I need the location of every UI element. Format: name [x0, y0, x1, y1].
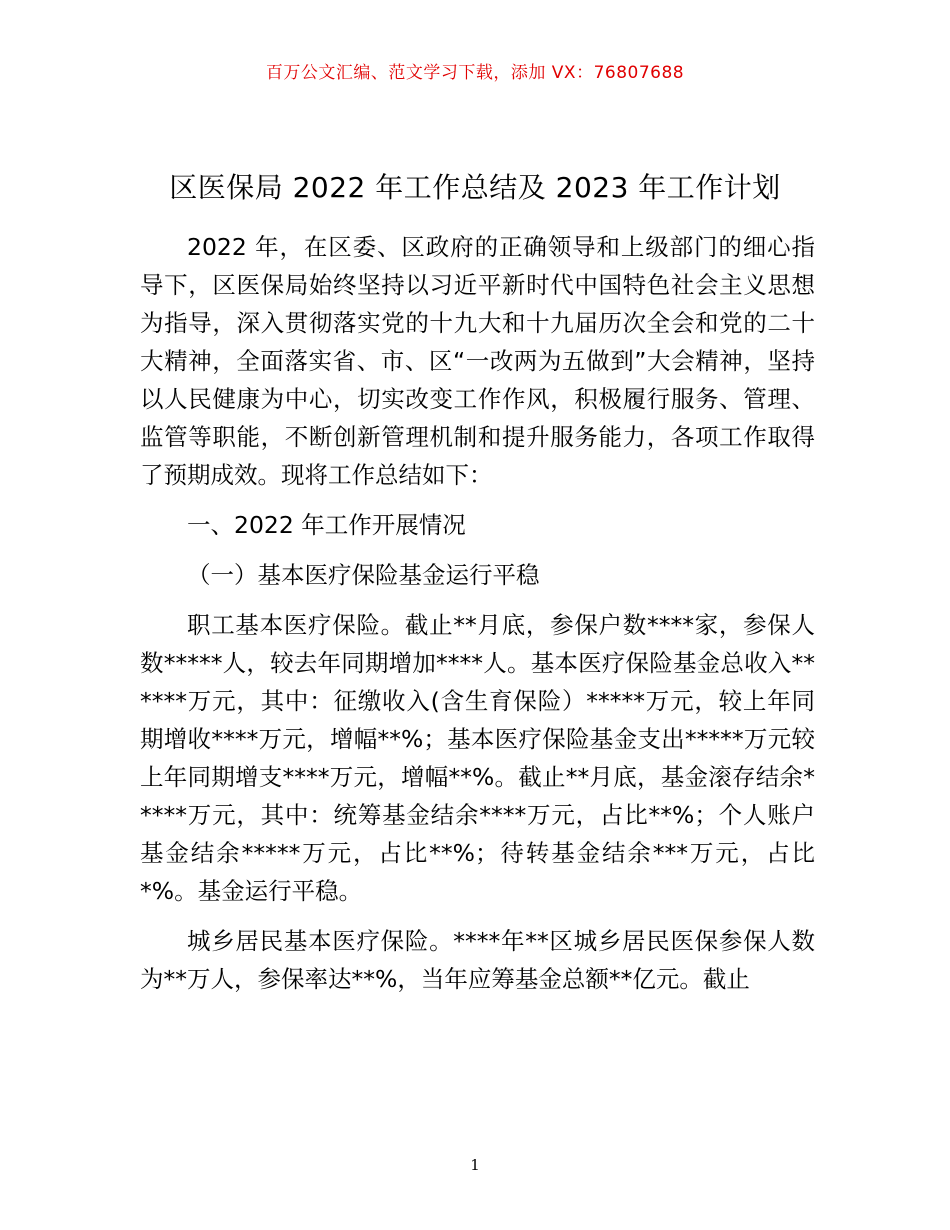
subsection-heading: （一）基本医疗保险基金运行平稳 — [187, 561, 540, 589]
resident-insurance-paragraph: 城乡居民基本医疗保险。****年**区城乡居民医保参保人数为**万人，参保率达**%，当年应筹基金总额**亿元。截止 — [140, 927, 815, 993]
section-heading: 一、2022 年工作开展情况 — [187, 511, 466, 539]
page-title: 区医保局 2022 年工作总结及 2023 年工作计划 — [169, 171, 781, 204]
watermark-header: 百万公文汇编、范文学习下载，添加 VX：76807688 — [265, 63, 685, 83]
page-number: 1 — [470, 1156, 480, 1174]
employee-insurance-paragraph: 职工基本医疗保险。截止**月底，参保户数****家，参保人数*****人，较去年同期增加****人。基本医疗保险基金总收入******万元，其中：征缴收入(含生育保险）*****万元，较上年同期增收****万元，增幅**%；基本医疗保险基金支出*****万元较上年同期增支****万元，增幅**%。截止**月底，基金滚存结余*****万元，其中：统筹基金结余****万元，占比**%；个人账户基金结余*****万元，占比**%；待转基金结余***万元，占比*%。基金运行平稳。 — [140, 611, 815, 905]
intro-paragraph: 2022 年，在区委、区政府的正确领导和上级部门的细心指导下，区医保局始终坚持以习近平新时代中国特色社会主义思想为指导，深入贯彻落实党的十九大和十九届历次全会和党的二十大精神，全面落实省、市、区“一改两为五做到”大会精神，坚持以人民健康为中心，切实改变工作作风，积极履行服务、管理、监管等职能，不断创新管理机制和提升服务能力，各项工作取得了预期成效。现将工作总结如下： — [140, 233, 815, 489]
document-body — [140, 228, 815, 998]
